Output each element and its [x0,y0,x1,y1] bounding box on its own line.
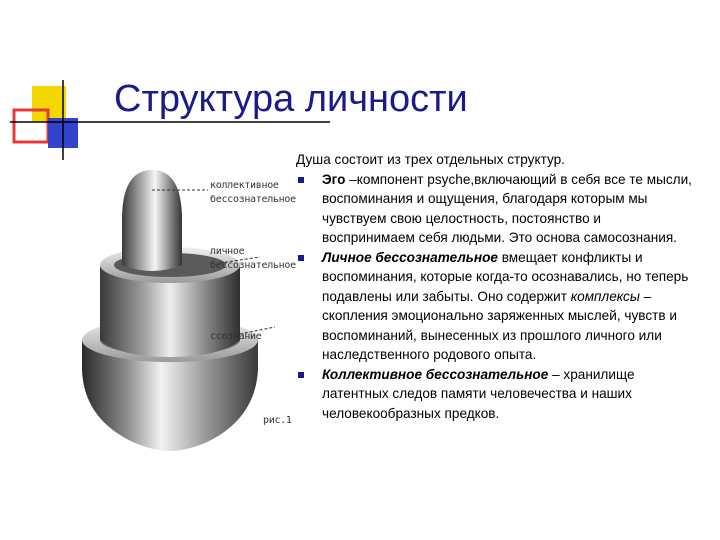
bullet-list [296,170,696,424]
bullet-square-icon [298,372,304,378]
bullet-square-icon [298,255,304,261]
personal-text-after: – скопления эмоционально заряженных мыслей, чувств и воспоминаний, вынесенных из прошлого личного или наследственного родового опыта. [322,288,677,362]
intro-text: Душа состоит из трех отдельных структур. [296,152,565,167]
slide-title: Структура личности [114,78,468,120]
collective-term: Коллективное бессознательное [322,366,549,382]
slide-body [296,150,696,423]
personal-term: Личное бессознательное [322,249,498,265]
nested-shells-illustration [60,165,300,455]
ego-term: Эго [322,171,346,187]
complexes-term: комплексы [570,288,640,304]
personality-structure-figure [60,165,300,455]
collective-text: – хранилище латентных следов памяти человечества и наших человекообразных предков. [322,366,635,421]
bullet-collective-unconscious [296,365,696,424]
ego-text: –компонент psyche,включающий в себя все те мысли, воспоминания и ощущения, благодаря которым мы чувствуем свою целостность, постоянство и воспринимаем себя людьми. Это основа самосознания. [322,171,692,245]
personal-text: вмещает конфликты и воспоминания, которые когда-то осознавались, но теперь подавлены или забыты. Оно содержит [322,249,689,304]
bullet-square-icon [298,177,304,183]
bullet-ego [296,170,696,248]
label-collective-unconscious-1: коллективное [210,180,279,191]
core-shape [122,170,182,271]
figure-caption: рис.1 [263,415,292,426]
bullet-personal-unconscious [296,248,696,365]
label-personal-unconscious-2: бессознательное [210,260,296,271]
label-collective-unconscious-2: бессознательное [210,194,296,205]
label-personal-unconscious-1: личное [210,246,245,257]
label-consciousness: ссознание [210,331,262,342]
